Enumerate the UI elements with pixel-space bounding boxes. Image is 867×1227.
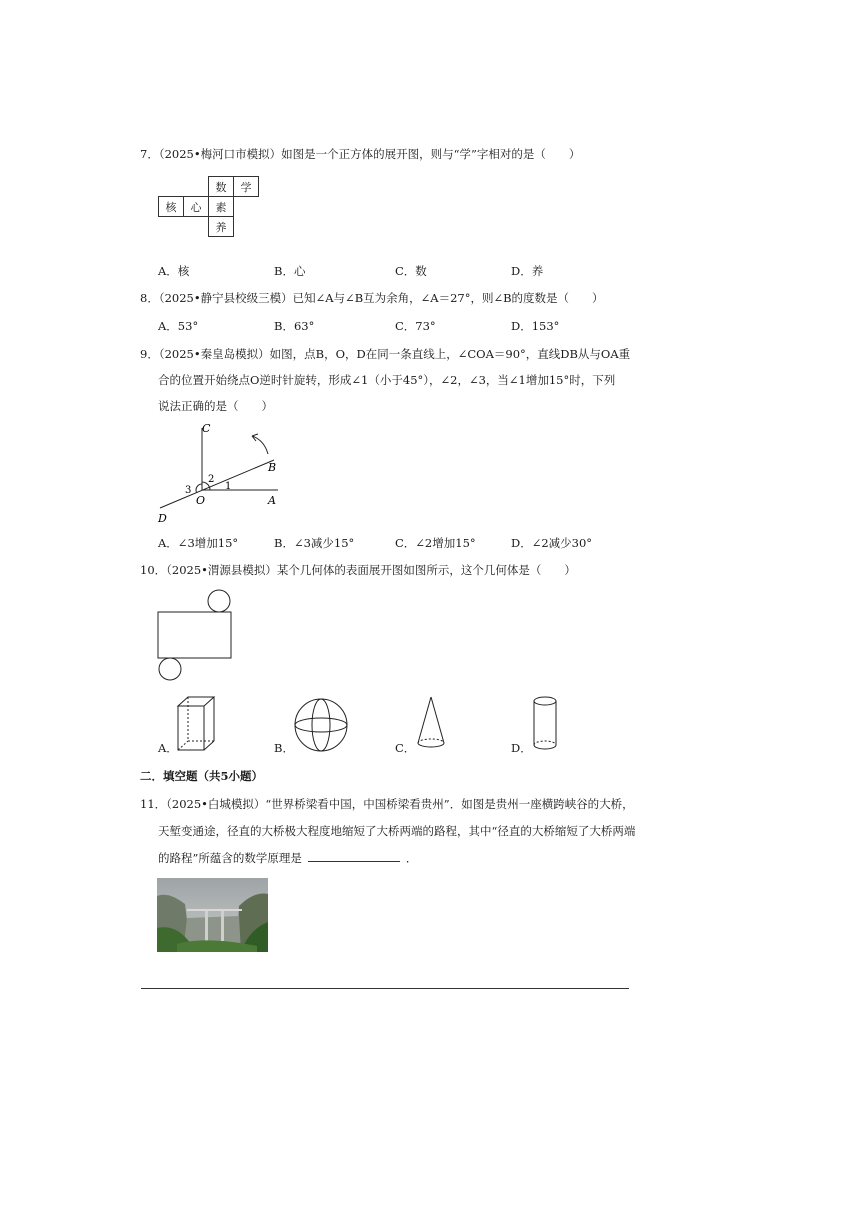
prism-icon[interactable] xyxy=(172,694,220,754)
answer-blank[interactable] xyxy=(308,850,400,862)
q8-stem: 8．（2025•静宁县校级三模）已知∠A与∠B互为余角，∠A＝27°，则∠B的度数是（ ） xyxy=(140,291,604,305)
q7-option-d[interactable]: D．养 xyxy=(511,264,544,278)
label-a: A xyxy=(268,494,276,507)
q10-option-d-label[interactable]: D． xyxy=(511,741,532,755)
label-angle-2: 2 xyxy=(208,474,215,485)
q10-stem: 10．（2025•渭源县模拟）某个几何体的表面展开图如图所示，这个几何体是（ ） xyxy=(140,563,576,577)
cylinder-icon[interactable] xyxy=(530,694,560,754)
line-db xyxy=(160,460,277,508)
cone-icon[interactable] xyxy=(414,694,448,752)
q9-stem-line1: 9．（2025•秦皇岛模拟）如图，点B，O，D在同一条直线上，∠COA＝90°，直线DB从与OA重 xyxy=(140,347,631,361)
rotating-line-figure xyxy=(150,418,290,528)
label-c: C xyxy=(202,422,211,435)
section-heading: 二．填空题（共5小题） xyxy=(140,769,264,783)
q8-option-a[interactable]: A．53° xyxy=(158,319,199,333)
cube-net xyxy=(158,176,259,237)
net-cell: 核 xyxy=(159,197,184,217)
label-b: B xyxy=(268,461,277,474)
cylinder-net-figure xyxy=(155,588,237,684)
q10-option-c-label[interactable]: C． xyxy=(395,741,416,755)
net-cell: 养 xyxy=(209,217,234,237)
q7-option-c[interactable]: C．数 xyxy=(395,264,427,278)
net-cell: 素 xyxy=(209,197,234,217)
q10-option-a-label[interactable]: A． xyxy=(158,741,178,755)
angle-1-arc xyxy=(209,487,210,490)
net-cell: 数 xyxy=(209,177,234,197)
q9-option-d[interactable]: D．∠2减少30° xyxy=(511,536,593,550)
bridge-photo xyxy=(157,878,268,952)
q10-option-b-label[interactable]: B． xyxy=(274,741,294,755)
q11-stem-line1: 11．（2025•白城模拟）“世界桥梁看中国，中国桥梁看贵州”．如图是贵州一座横跨峡谷的大桥， xyxy=(140,797,634,811)
q8-option-b[interactable]: B．63° xyxy=(274,319,315,333)
q7-option-a[interactable]: A．核 xyxy=(158,264,190,278)
q7-option-b[interactable]: B．心 xyxy=(274,264,306,278)
label-angle-3: 3 xyxy=(185,485,192,496)
label-angle-1: 1 xyxy=(225,481,232,492)
top-circle xyxy=(208,590,230,612)
q9-option-a[interactable]: A．∠3增加15° xyxy=(158,536,239,550)
net-cell: 学 xyxy=(234,177,259,197)
net-cell: 心 xyxy=(184,197,209,217)
q9-option-b[interactable]: B．∠3减少15° xyxy=(274,536,355,550)
q11-stem-line2: 天堑变通途，径直的大桥极大程度地缩短了大桥两端的路程，其中“径直的大桥缩短了大桥两端 xyxy=(158,824,636,838)
q9-stem-line3: 说法正确的是（ ） xyxy=(158,399,273,413)
q11-stem-line3: 的路程”所蕴含的数学原理是 ． xyxy=(158,851,418,865)
q9-stem-line2: 合的位置开始绕点O逆时针旋转，形成∠1（小于45°），∠2，∠3，当∠1增加15°时，下列 xyxy=(158,373,616,387)
q8-option-c[interactable]: C．73° xyxy=(395,319,436,333)
q7-stem: 7．（2025•梅河口市模拟）如图是一个正方体的展开图，则与“学”字相对的是（ ） xyxy=(140,147,581,161)
label-o: O xyxy=(196,494,206,507)
label-d: D xyxy=(158,512,167,525)
footer-divider xyxy=(141,988,629,989)
q9-option-c[interactable]: C．∠2增加15° xyxy=(395,536,476,550)
lateral-rectangle xyxy=(158,612,231,658)
bottom-circle xyxy=(159,658,181,680)
sphere-icon[interactable] xyxy=(292,696,350,754)
q8-option-d[interactable]: D．153° xyxy=(511,319,560,333)
